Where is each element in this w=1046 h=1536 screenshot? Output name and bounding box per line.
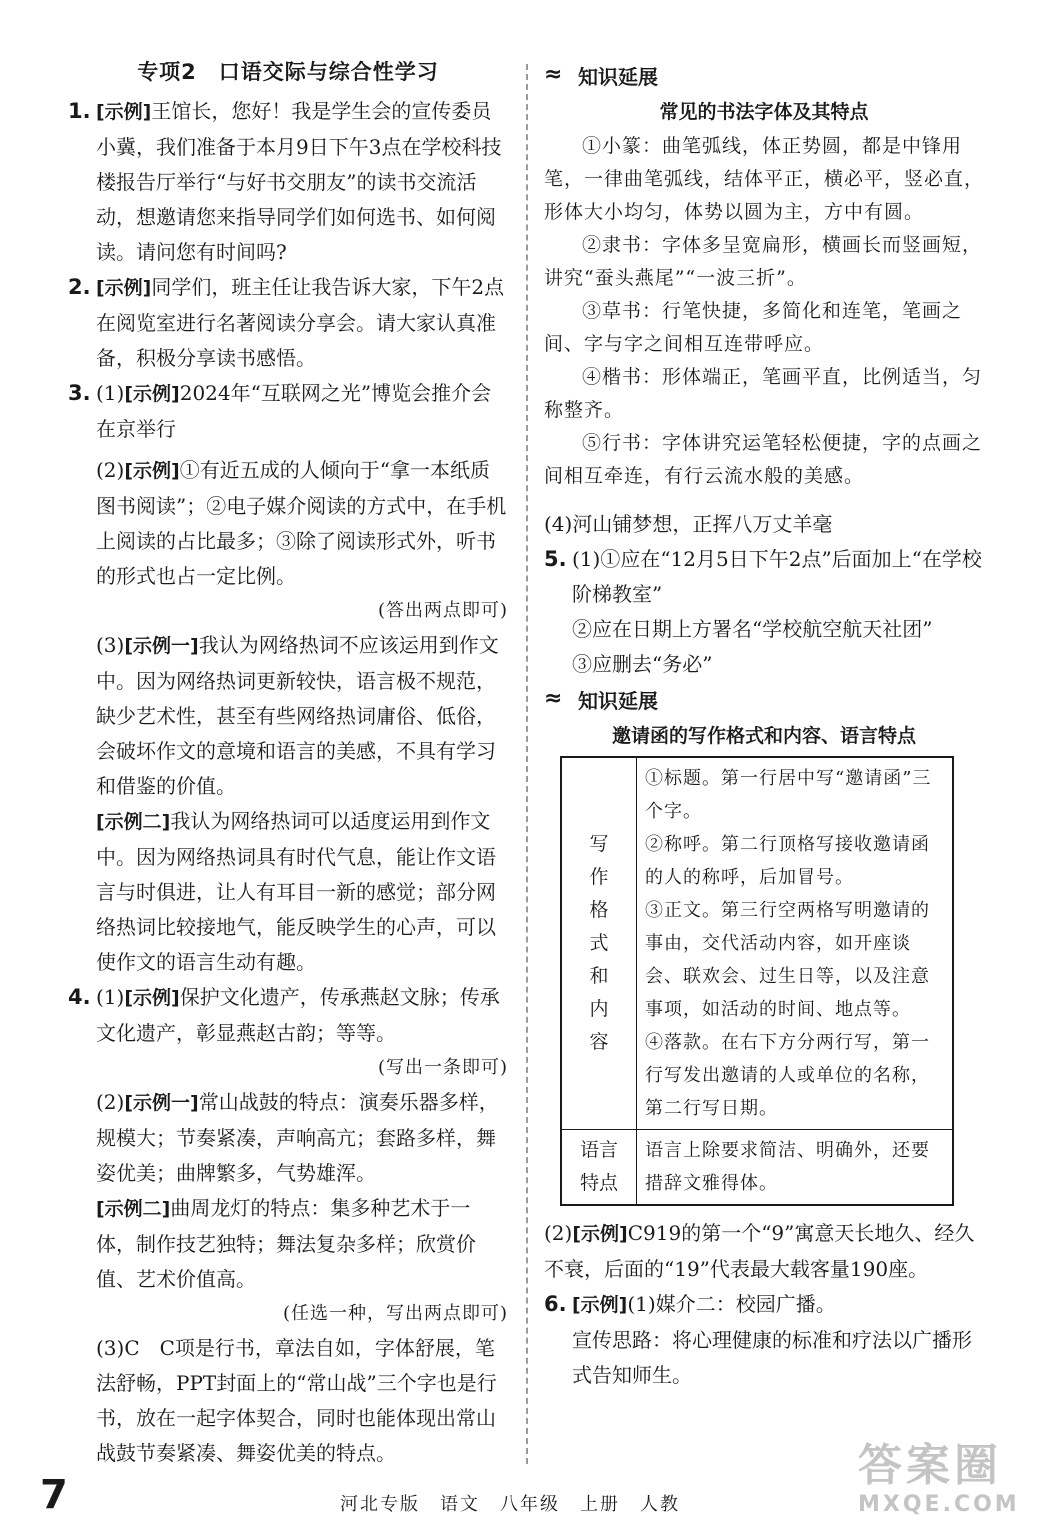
wave-icon: ≈ (544, 686, 563, 711)
answer-text: 保护文化遗产，传承燕赵文脉；传承文化遗产，彰显燕赵古韵；等等。 (96, 985, 500, 1045)
format-item: ④落款。在右下方分两行写，第一行写发出邀请的人或单位的名称，第二行写日期。 (645, 1032, 930, 1119)
format-item: ①标题。第一行居中写“邀请函”三个字。 (645, 768, 932, 822)
table-row (561, 757, 953, 1130)
knowledge-extension-header (544, 682, 984, 716)
table-cell: 语言上除要求简洁、明确外，还要措辞文雅得体。 (637, 1130, 954, 1206)
example-tag: [示例二] (96, 811, 171, 833)
knowledge-item: ⑤行书：字体讲究运笔轻松便捷，字的点画之间相互牵连，有行云流水般的美感。 (544, 432, 983, 487)
knowledge-subtitle: 邀请函的写作格式和内容、语言特点 (611, 725, 916, 747)
question-1 (68, 94, 508, 270)
watermark-text: 答案圈 (858, 1440, 1002, 1491)
table-row-label: 语言特点 (561, 1130, 637, 1206)
answer-text: ②应在日期上方署名“学校航空航天社团” (572, 617, 933, 641)
column-divider (526, 64, 528, 1464)
answer-note: (任选一种，写出两点即可) (282, 1303, 508, 1324)
watermark-url: MXQE.COM (858, 1492, 1020, 1517)
example-tag: [示例] (124, 987, 180, 1009)
answer-text: 我认为网络热词可以适度运用到作文中。因为网络热词具有时代气息，能让作文语言与时俱进，让人有耳目一新的感觉；部分网络热词比较接地气，能反映学生的心声，可以使作文的语言生动有趣。 (96, 809, 496, 974)
example-tag: [示例] (572, 1294, 628, 1316)
knowledge-extension-label: 知识延展 (578, 688, 658, 713)
answer-text: 我认为网络热词不应该运用到作文中。因为网络热词更新较快，语言极不规范，缺少艺术性，甚至有些网络热词庸俗、低俗，会破坏作文的意境和语言的美感，不具有学习和借鉴的价值。 (96, 633, 499, 798)
answer-text: ①有近五成的人倾向于“拿一本纸质图书阅读”；②电子媒介阅读的方式中，在手机上阅读的占比最多；③除了阅读形式外，听书的形式也占一定比例。 (96, 458, 507, 588)
wave-icon: ≈ (544, 62, 563, 87)
question-5 (544, 542, 984, 682)
example-tag: [示例一] (124, 635, 199, 657)
knowledge-item: ④楷书：形体端正，笔画平直，比例适当，匀称整齐。 (544, 366, 983, 421)
example-tag: [示例二] (96, 1198, 171, 1220)
knowledge-extension-label: 知识延展 (578, 64, 658, 89)
format-item: ③正文。第三行空两格写明邀请的事由，交代活动内容，如开座谈会、联欢会、过生日等，以及注意事项，如活动的时间、地点等。 (645, 900, 930, 1020)
question-4: 4. (1)[示例]保护文化遗产，传承燕赵文脉；传承文化遗产，彰显燕赵古韵；等等。 (写出一条即可) (2)[示例一]常山战鼓的特点：演奏乐器多样，规模大；节奏紧凑，声响高亢；套路多样，舞姿优美；曲牌繁多，气势雄浑。 [示例二]曲周龙灯的特点：集多种艺术于一体，制作技艺独特；舞法复杂多样；欣赏价值、艺术价值高。 (任选一种，写出两点即可) (3)C C项是行书，章法自如，字体舒展，笔法舒畅，PPT封面上的“常山战”三个字也是行书，放在一起字体契合，同时也能体现出常山战鼓节奏紧凑、舞姿优美的特点。 (68, 980, 508, 1471)
format-item: ②称呼。第二行顶格写接收邀请函的人的称呼，后加冒号。 (645, 834, 930, 888)
table-cell (637, 757, 954, 1130)
footer-edition-text: 河北专版 语文 八年级 上册 人教 (340, 1494, 680, 1515)
answer-text: 2024年“互联网之光”博览会推介会在京举行 (96, 381, 492, 441)
question-6 (544, 1287, 984, 1393)
question-number: 1. (68, 99, 91, 123)
answer-text: 常山战鼓的特点：演奏乐器多样，规模大；节奏紧凑，声响高亢；套路多样，舞姿优美；曲牌繁多，气势雄浑。 (96, 1090, 499, 1185)
question-number: 5. (544, 547, 567, 571)
answer-text: 曲周龙灯的特点：集多种艺术于一体，制作技艺独特；舞法复杂多样；欣赏价值、艺术价值高。 (96, 1196, 476, 1291)
knowledge-subtitle: 常见的书法字体及其特点 (659, 101, 869, 123)
answer-text: 宣传思路：将心理健康的标准和疗法以广播形式告知师生。 (572, 1328, 972, 1387)
answer-text: C919的第一个“9”寓意天长地久、经久不衰，后面的“19”代表最大载客量190座。 (544, 1221, 975, 1281)
invitation-format-table (560, 756, 954, 1206)
answer-note: (答出两点即可) (377, 600, 508, 621)
question-number: 4. (68, 985, 91, 1009)
answer-text: (1)①应在“12月5日下午2点”后面加上“在学校阶梯教室” (572, 547, 982, 606)
table-row-label: 写作格式和内容 (561, 757, 637, 1130)
answer-text: 同学们，班主任让我告诉大家，下午2点在阅览室进行名著阅读分享会。请大家认真准备，积极分享读书感悟。 (96, 275, 505, 370)
section-title: 专项2 口语交际与综合性学习 (137, 60, 439, 84)
answer-text: ③应删去“务必” (572, 652, 713, 676)
example-tag: [示例] (96, 277, 152, 299)
answer-text: (3)C C项是行书，章法自如，字体舒展，笔法舒畅，PPT封面上的“常山战”三个字也是行书，放在一起字体契合，同时也能体现出常山战鼓节奏紧凑、舞姿优美的特点。 (96, 1336, 497, 1465)
knowledge-item: ②隶书：字体多呈宽扁形，横画长而竖画短，讲究“蚕头燕尾”“一波三折”。 (544, 234, 983, 289)
question-3: 3. (1)[示例]2024年“互联网之光”博览会推介会在京举行 (2)[示例]①有近五成的人倾向于“拿一本纸质图书阅读”；②电子媒介阅读的方式中，在手机上阅读的占比最多；③除了阅读形式外，听书的形式也占一定比例。 (答出两点即可) (3)[示例一]我认为网络热词不应该运用到作文中。因为网络热词更新较快，语言极不规范，缺少艺术性，甚至有些网络热词庸俗、低俗，会破坏作文的意境和语言的美感，不具有学习和借鉴的价值。 [示例二]我认为网络热词可以适度运用到作文中。因为网络热词具有时代气息，能让作文语言与时俱进，让人有耳目一新的感觉；部分网络热词比较接地气，能反映学生的心声，可以使作文的语言生动有趣。 (68, 376, 508, 980)
left-column (68, 58, 508, 1471)
example-tag: [示例] (572, 1223, 628, 1245)
knowledge-item: ①小篆：曲笔弧线，体正势圆，都是中锋用笔，一律曲笔弧线，结体平正，横必平，竖必直，形体大小均匀，体势以圆为主，方中有圆。 (544, 135, 985, 223)
example-tag: [示例一] (124, 1092, 199, 1114)
knowledge-item: ③草书：行笔快捷，多简化和连笔，笔画之间、字与字之间相互连带呼应。 (544, 300, 963, 355)
example-tag: [示例] (124, 460, 180, 482)
table-row (561, 1130, 953, 1206)
right-column: ≈ 知识延展 常见的书法字体及其特点 ①小篆：曲笔弧线，体正势圆，都是中锋用笔，一律曲笔弧线，结体平正，横必平，竖必直，形体大小均匀，体势以圆为主，方中有圆。 ②隶书：字体多呈宽扁形，横画长而竖画短，讲究“蚕头燕尾”“一波三折”。 ③草书：行笔快捷，多简化和连笔，笔画之间、字与字之间相互连带呼应。 ④楷书：形体端正，笔画平直，比例适当，匀称整齐。 ⑤行书：字体讲究运笔轻松便捷，字的点画之间相互牵连，有行云流水般的美感。 (4)河山铺梦想，正挥八万丈羊毫 5. (1)①应在“12月5日下午2点”后面加上“在学校阶梯教室” ②应在日期上方署名“学校航空航天社团” ③应删去“务必” ≈ 知识延展 邀请函的写作格式和内容、语言特点 写作格式和内容 ①标题。第一行居中写“邀请函”三个字。 ②称呼。第二行顶格写接收邀请函的人的称呼，后加冒号。 ③正文。第三行空两格写明邀请的事由，交代活动内容，如开座谈会、联欢会、过生日等，以及注意事项，如活动的时间、地点等。 ④落款。在右下方分两行写，第一行写发出邀请的人或单位的名称，第二行写日期。 语言特点 语言上除要求简洁、明确外，还要措辞文雅得体。 (2)[示例]C919的第一个“9”寓意天长地久、经久不衰，后面的“19”代表最大载客量190座。 6. [示例](1)媒介二：校园广播。 宣传思路：将心理健康的标准和疗法以广播形式告知师生。 (544, 58, 984, 1393)
page-number: 7 (40, 1472, 68, 1518)
knowledge-extension-header (544, 58, 984, 92)
example-tag: [示例] (96, 101, 152, 123)
question-number: 2. (68, 275, 91, 299)
watermark-logo (858, 1440, 1038, 1530)
answer-text: (1)媒介二：校园广播。 (627, 1292, 836, 1316)
answer-text: (4)河山铺梦想，正挥八万丈羊毫 (544, 512, 833, 536)
question-number: 6. (544, 1292, 567, 1316)
question-number: 3. (68, 381, 91, 405)
answer-note: (写出一条即可) (377, 1057, 508, 1078)
question-2 (68, 270, 508, 376)
example-tag: [示例] (124, 383, 180, 405)
answer-text: 王馆长，您好！我是学生会的宣传委员小冀，我们准备于本月9日下午3点在学校科技楼报告厅举行“与好书交朋友”的读书交流活动，想邀请您来指导同学们如何选书、如何阅读。请问您有时间吗? (96, 99, 502, 264)
